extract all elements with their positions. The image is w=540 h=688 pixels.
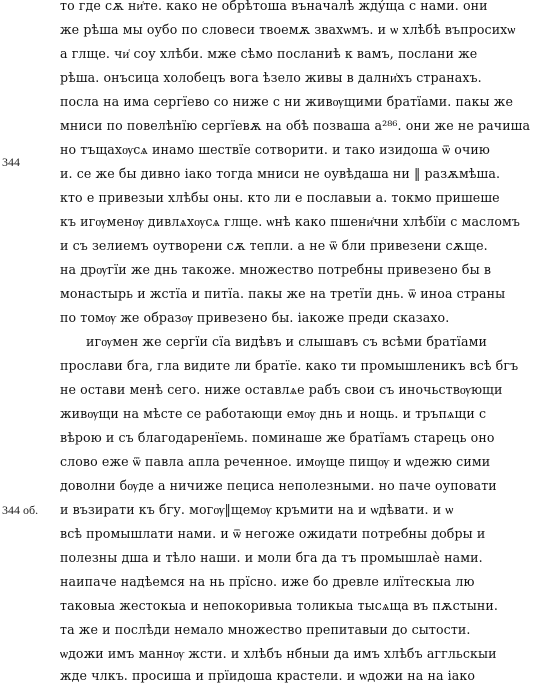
text-line: къ игѹменѹ дивлѧхѹсѧ глще. ѡнѣ како пшени͑чни хлѣбїи с масломъ xyxy=(60,214,521,229)
text-line: же рѣша мы оубо по словеси твоемѫ звахѡмъ. и ѡ хлѣбѣ въпросихѡ xyxy=(60,22,516,37)
paragraph-start-line: игѹмен же сергїи сїа видѣвъ и слышавъ съ всѣми братїами xyxy=(86,334,488,349)
text-line: посла на има сергїево со ниже с ни живѹщими братїами. пакы же xyxy=(60,94,514,109)
text-line: полезны дша и тѣло наши. и моли бга да тъ промышлаѐ нами. xyxy=(60,550,483,565)
text-line: мниси по повелѣнїю сергїевѫ на обѣ позваша а²⁸⁶. они же не рачиша xyxy=(60,118,531,133)
text-line: слово еже ѿ павла апла реченное. имѹще пищѹ и ѡдежю сими xyxy=(60,454,491,469)
folio-number: 344 xyxy=(2,155,20,169)
text-line: жде члкъ. просиша и прїидоша крастели. и ѡдожи на на іако xyxy=(60,668,476,683)
text-line: то где сѫ ни͑те. како не обрѣтоша въначалѣ жду́ща с нами. они xyxy=(60,0,488,13)
folio-number-verso: 344 об. xyxy=(2,503,39,517)
text-line: но тъщахѹсѧ инамо шествїе сотворити. и тако изидоша ѿ очию xyxy=(60,142,490,157)
text-line: кто е привезыи хлѣбы оны. кто ли е пославыи а. токмо пришеше xyxy=(60,190,500,205)
text-line: монастырь и жстїа и питїа. пакы же на третїи днь. ѿ иноа страны xyxy=(60,286,506,301)
text-line: та же и послѣди немало множество препитавыи до сытости. xyxy=(60,622,471,637)
text-line: на дрѹгїи же днь такоже. множество потребны привезено бы в xyxy=(60,262,492,277)
text-line: не остави менѣ сего. ниже оставлѧе рабъ свои съ иночьствѹющи xyxy=(60,382,503,397)
text-line: рѣша. онъсица холобецъ вога ѣзело живы в дални͑хъ странахъ. xyxy=(60,70,482,85)
text-line: наипаче надѣемся на нь прїсно. иже бо древле илїтескыа лю xyxy=(60,574,475,589)
text-line: доволни бѹде а ничиже пециса неполезными. но паче оуповати xyxy=(60,478,497,493)
text-line: а глще. чи͑ соу хлѣби. мже сѣмо посланиѣ к вамъ, послани же xyxy=(60,46,478,61)
text-line: таковыа жестокыа и непокоривыа толикыа тысѧща въ пѫстыни. xyxy=(60,598,499,613)
text-line: ѡдожи имъ маннѹ жсти. и хлѣбъ нбныи да имъ хлѣбъ аггльскыи xyxy=(60,646,497,661)
text-line: живѹщи на мѣсте се работающи емѹ днь и нощь. и тръпѧщи с xyxy=(60,406,487,421)
text-line: и възирати къ бгу. могѹ‖щемѹ кръмити на и ѡдѣвати. и ѡ xyxy=(60,502,454,517)
text-line: по томѹ же образѹ привезено бы. іакоже преди сказахо. xyxy=(60,310,450,325)
text-line: прослави бга, гла видите ли братїе. како ти промышленикъ всѣ бгъ xyxy=(60,358,519,373)
text-line: вѣрою и съ благодаренїемь. поминаше же братїамъ старець оно xyxy=(60,430,495,445)
text-line: и съ зелиемъ оутворени сѫ тепли. а не ѿ бли привезени сѫще. xyxy=(60,238,488,253)
text-line: всѣ промышлати нами. и ѿ негоже ожидати потребны добры и xyxy=(60,526,486,541)
text-line: и. се же бы дивно іако тогда мниси не оувѣдаша ни ‖ разѫмѣша. xyxy=(60,166,501,181)
